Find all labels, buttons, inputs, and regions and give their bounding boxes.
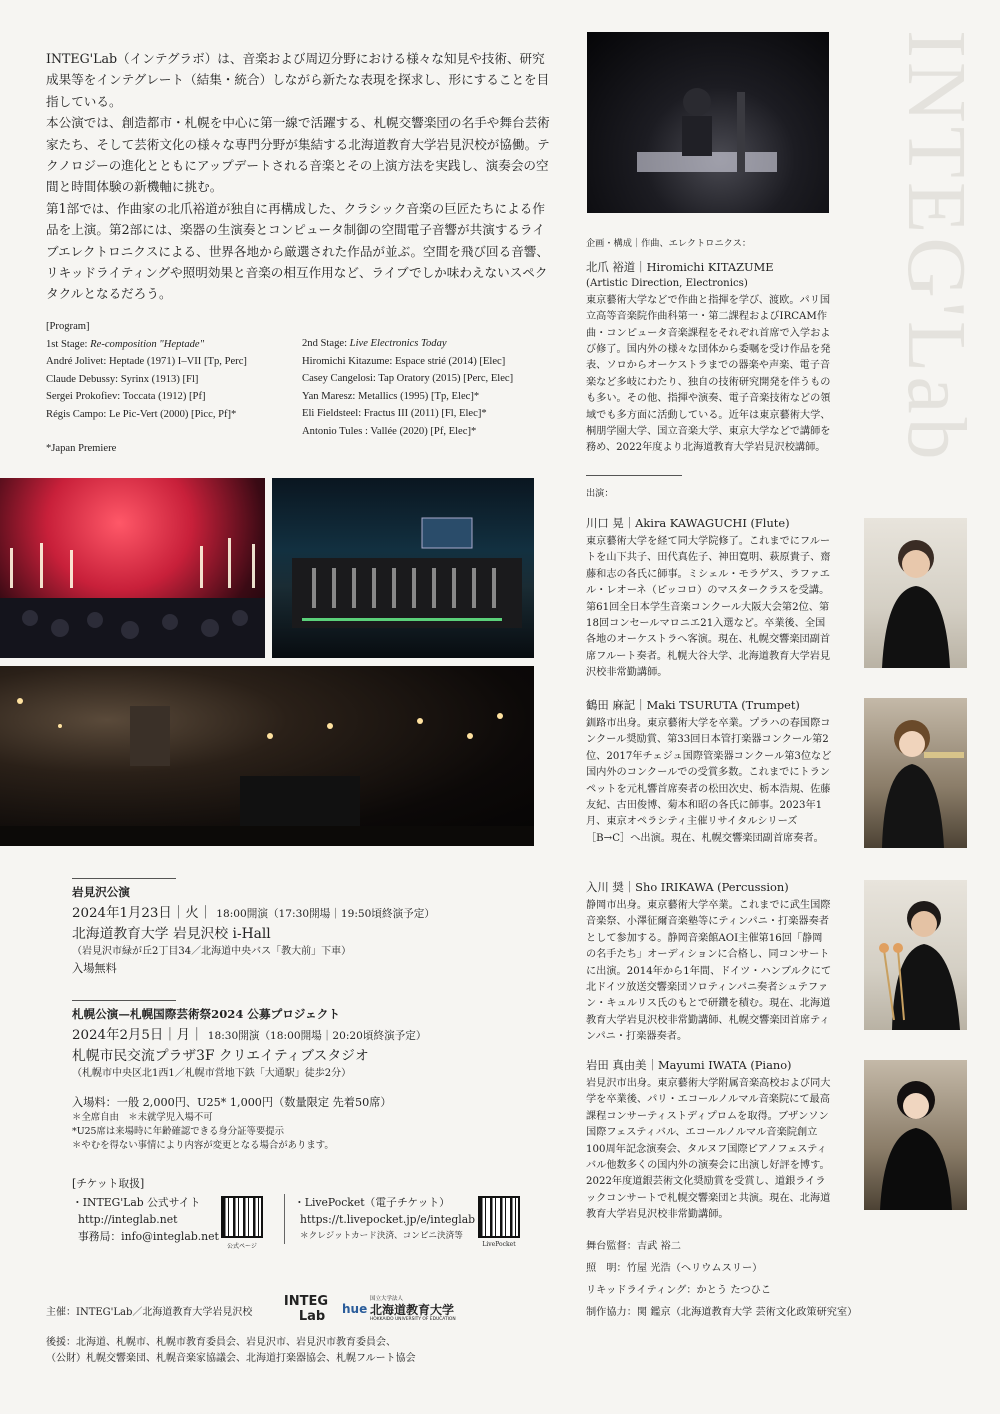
- event2-datetime: [72, 1026, 552, 1046]
- program-item: Claude Debussy: Syrinx (1913) [Fl]: [46, 373, 199, 385]
- performer-name: 入川 奨｜Sho IRIKAWA (Percussion): [586, 880, 789, 894]
- stage1-prefix: 1st Stage:: [46, 338, 91, 350]
- concert-hall-graphic: [0, 478, 265, 658]
- portrait-graphic: [864, 880, 967, 1030]
- ticket-office-email[interactable]: 事務局：info@integlab.net: [78, 1230, 219, 1243]
- concert-hall-photo: [0, 478, 265, 658]
- stage2-title: Live Electronics Today: [349, 338, 447, 349]
- livepocket-url[interactable]: https://t.livepocket.jp/e/integlab: [300, 1213, 476, 1226]
- performers-label: 出演：: [586, 488, 614, 499]
- program-item: André Jolivet: Heptade (1971) I–VII [Tp, Perc]: [46, 356, 247, 367]
- performer-portrait-flute: [864, 518, 967, 668]
- event1-address: （岩見沢市緑が丘2丁目34／北海道中央バス「教大前」下車）: [72, 946, 352, 957]
- event2-note: ＊全席自由 ＊未就学児入場不可: [72, 1112, 213, 1123]
- livepocket-label: ・LivePocket（電子チケット）: [294, 1196, 450, 1209]
- director-bio: 東京藝術大学などで作曲と指揮を学び、渡欧。パリ国立高等音楽院作曲科第一・第二課程およびIRCAM作曲・コンピュータ音楽課程をそれぞれ首席で入学および修了。国内外の様々な団体から委嘱を受け作品を発表、ソロからオーケストラまでの器楽や声楽、電子音楽など多岐にわたり、独自の技術研究開発を伴うものも多い。その他、指揮や演奏、電子音楽技術などの領域でも多方面に活動している。近年は東京藝術大学、桐朋学園大学、国立音楽大学、東京大学などで講師を務め、2022年度より北海道教育大学岩見沢校講師。: [586, 294, 831, 454]
- divider: [586, 475, 682, 476]
- performer-name: 岩田 真由美｜Mayumi IWATA (Piano): [586, 1058, 792, 1072]
- event1-heading: 岩見沢公演: [72, 885, 130, 899]
- stage-photo: [0, 666, 534, 846]
- program-item: Sergei Prokofiev: Toccata (1912) [Pf]: [46, 391, 206, 402]
- ticket-site-label: ・INTEG'Lab 公式サイト: [72, 1196, 201, 1209]
- credit-production: 制作協力：関 鑑京（北海道教育大学 芸術文化政策研究室）: [586, 1307, 858, 1318]
- support-line-1: 後援：北海道、札幌市、札幌市教育委員会、岩見沢市、岩見沢市教育委員会、: [46, 1337, 396, 1348]
- program-item: Régis Campo: Le Pic-Vert (2000) [Picc, Pf]*: [46, 408, 237, 420]
- divider: [72, 878, 176, 879]
- credit-lighting: 照 明：竹屋 光浩（ヘリウムスリー）: [586, 1263, 763, 1274]
- performer-name: 鶴田 麻記｜Maki TSURUTA (Trumpet): [586, 698, 800, 712]
- program-stage2: [302, 335, 562, 440]
- livepocket-qr[interactable]: [478, 1196, 520, 1238]
- event1-venue: 北海道教育大学 岩見沢校 i-Hall: [72, 926, 271, 942]
- performer-percussion: [586, 878, 832, 1046]
- university-logo: [370, 1296, 490, 1323]
- performer-trumpet: [586, 696, 832, 847]
- mixer-graphic: [272, 478, 534, 658]
- performer-bio: 静岡市出身。東京藝術大学卒業。これまでに武生国際音楽祭、小澤征爾音楽塾等にティンパニ・打楽器奏者として参加する。静岡音楽館AOI主催第16回「静岡の名手たち」オーディションに合格し、同コンサートに出演。2014年から1年間、ドイツ・ハンブルクにて北ドイツ放送交響楽団ソロティンパニ奏者シュテファン・キュルリス氏のもとで研鑽を積む。現在、北海道教育大学岩見沢校非常勤講師、札幌交響楽団首席ティンパニ・打楽器奏者。: [586, 900, 832, 1043]
- director-name: 北爪 裕道｜Hiromichi KITAZUME: [586, 260, 774, 275]
- performer-portrait-percussion: [864, 880, 967, 1030]
- stage2-heading: [302, 335, 562, 353]
- event-iwamizawa: [72, 884, 552, 977]
- performer-flute: [586, 514, 832, 682]
- event2-heading: 札幌公演—札幌国際芸術祭2024 公募プロジェクト: [72, 1007, 340, 1021]
- performer-portrait-piano: [864, 1060, 967, 1210]
- intro-paragraph-1: INTEG'Lab（インテグラボ）は、音楽および周辺分野における様々な知見や技術、研究成果等をインテグレート（結集・統合）しながら新たな表現を探求し、形にすることを目指している。: [46, 51, 550, 109]
- credit-liquid-lighting: リキッドライティング：かとう たつひこ: [586, 1285, 772, 1296]
- mixer-photo: [272, 478, 534, 658]
- stage1-heading: [46, 336, 296, 354]
- divider: [72, 1000, 176, 1001]
- ticket-divider: [284, 1194, 285, 1244]
- qr1-caption: 公式ページ: [227, 1243, 257, 1250]
- tickets-label: [チケット取扱]: [72, 1177, 145, 1190]
- program-item: Hiromichi Kitazume: Espace strié (2014) [Elec]: [302, 355, 506, 367]
- director-role: 企画・構成｜作曲、エレクトロニクス：: [586, 238, 752, 249]
- performer-portrait-trumpet: [864, 698, 967, 848]
- intro-paragraph-3: 第1部では、作曲家の北爪裕道が独自に再構成した、クラシック音楽の巨匠たちによる作品を上演。第2部には、楽器の生演奏とコンピュータ制御の空間電子音響が共演するライブエレクトロニクスによる、世界各地から厳選された作品が並ぶ。空間を飛び回る音響、リキッドライティングや照明効果と音楽の相互作用など、ライブでしか味わえないスペクタクルとなるだろう。: [46, 200, 549, 302]
- university-name: 北海道教育大学: [370, 1303, 455, 1317]
- qr2-caption: LivePocket: [482, 1241, 516, 1248]
- credit-stage-manager: 舞台監督：吉武 裕二: [586, 1241, 681, 1252]
- integlab-logo: [280, 1294, 332, 1324]
- event-sapporo: [72, 1006, 552, 1153]
- livepocket-note: ＊クレジットカード決済、コンビニ決済等: [300, 1231, 463, 1241]
- event1-datetime: [72, 904, 552, 924]
- performer-bio: 東京藝術大学を経て同大学院修了。これまでにフルートを山下共子、田代真佐子、神田寛明、萩原貴子、齋藤和志の各氏に師事。ミシェル・モラゲス、ラファエル・レオーネ（ピッコロ）のマスタークラスを受講。第61回全日本学生音楽コンクール大阪大会第2位、第18回コンセールマロニエ21入選など。卒業後、全国各地のオーケストラへ客演。現在、札幌交響楽団副首席フルート奏者。札幌大谷大学、北海道教育大学岩見沢校非常勤講師。: [586, 536, 831, 679]
- intro-text: [46, 48, 556, 305]
- program-item: Casey Cangelosi: Tap Oratory (2015) [Perc, Elec]: [302, 373, 514, 384]
- stage2-prefix: 2nd Stage:: [302, 338, 350, 349]
- integlab-logo-bottom: Lab: [298, 1309, 326, 1324]
- event2-venue: 札幌市民交流プラザ3F クリエイティブスタジオ: [72, 1048, 369, 1064]
- director-name-en: (Artistic Direction, Electronics): [586, 278, 748, 290]
- event2-note: *U25席は来場時に年齢確認できる身分証等要提示: [72, 1126, 285, 1137]
- staff-credits: [586, 1236, 886, 1324]
- performer-bio: 釧路市出身。東京藝術大学を卒業。プラハの春国際コンクール奨励賞、第33回日本管打楽器コンクール第2位、2017年チェジュ国際管楽器コンクール第3位など国内外のコンクールでの受賞多数。これまでにトランペットを元札響首席奏者の松田次史、栃本浩規、佐藤友紀、古田俊博、菊本和昭の各氏に師事。2023年1月、東京オペラシティ主催リサイタルシリーズ［B→C］へ出演。現在、札幌交響楽団副首席奏者。: [586, 718, 832, 844]
- event1-time: 18:00開演（17:30開場｜19:50頃終演予定）: [216, 908, 435, 920]
- university-name-en: HOKKAIDO UNIVERSITY OF EDUCATION: [370, 1317, 456, 1322]
- premiere-note: *Japan Premiere: [46, 443, 117, 454]
- director-section: [586, 236, 832, 457]
- stage-graphic: [0, 666, 534, 846]
- event1-admission: 入場無料: [72, 962, 117, 975]
- event2-time: 18:30開演（18:00開場｜20:20頃終演予定）: [207, 1030, 427, 1042]
- event2-address: （札幌市中央区北1西1／札幌市営地下鉄「大通駅」徒歩2分）: [72, 1068, 352, 1079]
- organizer: 主催：INTEG'Lab／北海道教育大学岩見沢校: [46, 1307, 253, 1318]
- portrait-graphic: [864, 698, 967, 848]
- ticket-livepocket: [294, 1194, 474, 1245]
- program-item: Yan Maresz: Metallics (1995) [Tp, Elec]*: [302, 390, 480, 402]
- integlab-title: INTEG'Lab: [890, 30, 983, 464]
- stage1-title: Re-composition "Heptade": [90, 338, 205, 350]
- ticket-site-url[interactable]: http://integlab.net: [78, 1213, 178, 1226]
- program-stage1: [46, 318, 296, 458]
- hue-logo: hue: [342, 1302, 368, 1316]
- event1-date: 2024年1月23日｜火｜: [72, 906, 212, 921]
- official-site-qr[interactable]: [221, 1196, 263, 1238]
- event2-fee: 入場料：一般 2,000円、U25* 1,000円（数量限定 先着50席）: [72, 1096, 392, 1109]
- intro-paragraph-2: 本公演では、創造都市・札幌を中心に第一線で活躍する、札幌交響楽団の名手や舞台芸術家たち、そして芸術文化の様々な専門分野が集結する北海道教育大学岩見沢校が協働。テクノロジーの進化とともにアップデートされる音楽とその上演方法を実践し、演奏会の空間と時間体験の新機軸に挑む。: [46, 115, 550, 195]
- portrait-graphic: [864, 518, 967, 668]
- performer-piano: [586, 1056, 832, 1224]
- university-small: 国立大学法人: [370, 1296, 404, 1302]
- performer-bio: 岩見沢市出身。東京藝術大学附属音楽高校および同大学を卒業後、パリ・エコールノルマル音楽院にて最高課程コンサーティストディプロムを取得。ブザンソン国際フェスティバル、エコールノルマル音楽院創立100周年記念演奏会、タルヌフ国際ピアノフェスティバル他数多くの国内外の演奏会に出演し好評を博す。2022年度道銀芸術文化奨励賞を受賞し、道銀ライラックコンサートで札幌交響楽団と共演。現在、北海道教育大学岩見沢校非常勤講師。: [586, 1078, 831, 1221]
- performer-electronics-graphic: [587, 32, 829, 213]
- performer-electronics-photo: [587, 32, 829, 213]
- portrait-graphic: [864, 1060, 967, 1210]
- performer-name: 川口 晃｜Akira KAWAGUCHI (Flute): [586, 516, 790, 530]
- program-label: [Program]: [46, 321, 90, 332]
- event2-date: 2024年2月5日｜月｜: [72, 1028, 204, 1043]
- support-line-2: （公財）札幌交響楽団、札幌音楽家協議会、北海道打楽器協会、札幌フルート協会: [46, 1353, 416, 1364]
- program-item: Eli Fieldsteel: Fractus III (2011) [Fl, Elec]*: [302, 408, 487, 419]
- ticket-official-site: [72, 1194, 222, 1245]
- program-item: Antonio Tules : Vallée (2020) [Pf, Elec]*: [302, 425, 477, 437]
- integlab-logo-top: INTEG: [283, 1294, 329, 1309]
- event2-note: ＊やむを得ない事情により内容が変更となる場合があります。: [72, 1140, 334, 1151]
